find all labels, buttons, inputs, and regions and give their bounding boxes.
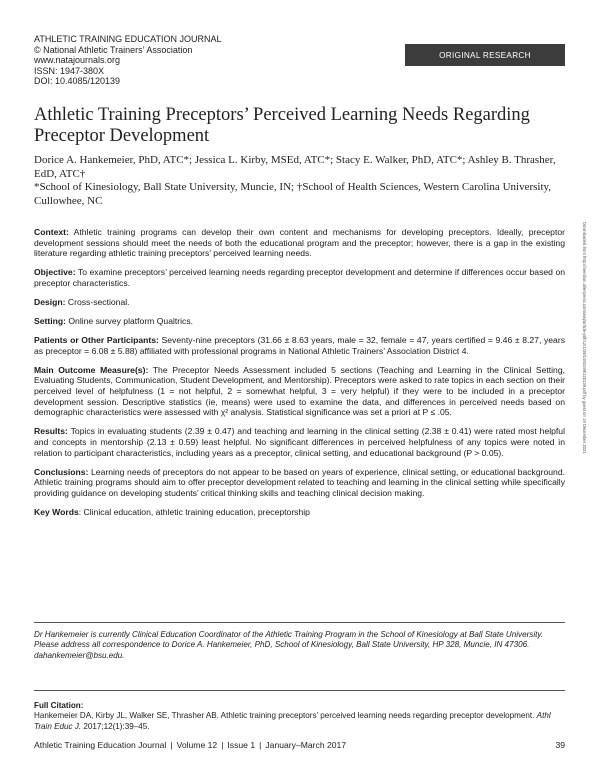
citation-text-post: 2017;12(1):39–45.: [81, 721, 150, 731]
footer-journal: Athletic Training Education Journal: [34, 740, 167, 750]
section-label: Setting:: [34, 316, 66, 327]
abstract-conclusions: [34, 467, 565, 499]
footer-issue: Issue 1: [227, 740, 256, 750]
article-type-badge: [405, 44, 565, 66]
section-text: : Clinical education, athletic training education, preceptorship: [78, 506, 310, 517]
divider: [34, 690, 565, 691]
section-label: Context:: [34, 227, 69, 237]
section-text: Learning needs of preceptors do not appear to be based on years of experience, clinical setting, or educational background. Athletic training programs should aim to offer preceptor development related to teaching and learning in the clinical setting while specifically providing guidance on developing students’ critical thinking skills and teaching clinical decision making.: [34, 466, 565, 498]
journal-url[interactable]: www.natajournals.org: [34, 55, 121, 65]
section-label: Objective:: [34, 267, 76, 278]
author-affiliations: *School of Kinesiology, Ball State University, Muncie, IN; †School of Health Sciences, Western Carolina University, Cullowhee, NC: [34, 181, 552, 207]
citation-text: [34, 711, 565, 732]
section-label: Results:: [34, 426, 68, 437]
journal-meta: [34, 34, 222, 87]
page-footer: [34, 740, 565, 750]
journal-issn: ISSN: 1947-380X: [34, 65, 105, 76]
abstract-participants: [34, 335, 565, 356]
section-text: Topics in evaluating students (2.39 ± 0.47) and teaching and learning in the clinical setting (2.38 ± 0.41) were rated most helpful and concepts in mentorship (2.13 ± 0.59) least helpful. No significant differences in perceived helpfulness of any topics were noted in relation to participant characteristics, including years as a preceptor, clinical setting, and educational background (P > 0.05).: [34, 426, 565, 458]
article-type-label: ORIGINAL RESEARCH: [439, 50, 531, 60]
abstract-objective: [34, 267, 565, 288]
abstract-context: [34, 227, 565, 259]
citation-label: Full Citation:: [34, 701, 84, 710]
author-footnote: Dr Hankemeier is currently Clinical Education Coordinator of the Athletic Training Program in the School of Kinesiology at Ball State University. Please address all correspondence to Dorice A. Hankemeier, PhD, School of Kinesiology, Ball State University, HP 328, Muncie, IN 47306. dahankemeier@bsu.edu.: [34, 630, 544, 660]
footer-volume: Volume 12: [176, 740, 218, 750]
article-title: Athletic Training Preceptors’ Perceived Learning Needs Regarding Preceptor Development: [34, 105, 530, 146]
author-block: [34, 154, 564, 208]
download-watermark: Downloaded from http://meridian.allenpress.com/atej/article-pdf/12/1/39/1492199/120139.pdf by guest on 19 December 2021: [582, 222, 587, 454]
citation-journal: Athl Train Educ J.: [34, 711, 551, 731]
abstract: [34, 227, 565, 526]
footer-left: Athletic Training Education Journal | Volume 12 | Issue 1 | January–March 2017: [34, 740, 347, 750]
divider: [34, 622, 565, 623]
section-label: Design:: [34, 296, 66, 307]
section-text: To examine preceptors’ perceived learning needs regarding preceptor development and determine if differences occur based on preceptor characteristics.: [34, 267, 565, 288]
section-label: Patients or Other Participants:: [34, 335, 159, 346]
section-text: Seventy-nine preceptors (31.66 ± 8.63 years, male = 32, female = 47, years certified = 9.46 ± 8.27, years as preceptor = 6.08 ± 5.88) affiliated with professional programs in National Athletic Trainers’ Association District 4.: [34, 335, 565, 356]
citation-text-pre: Hankemeier DA, Kirby JL, Walker SE, Thrasher AB. Athletic training preceptors’ perceived learning needs regarding preceptor development.: [34, 711, 537, 721]
author-names: Dorice A. Hankemeier, PhD, ATC*; Jessica L. Kirby, MSEd, ATC*; Stacy E. Walker, PhD, ATC*; Ashley B. Thrasher, EdD, ATC†: [34, 154, 556, 180]
section-text: Online survey platform Qualtrics.: [68, 316, 194, 327]
section-text: Athletic training programs can develop their own content and mechanisms for developing preceptors. Ideally, preceptor development sessions should meet the needs of both the educational program and the preceptor; however, there is a gap in the existing literature regarding athletic training preceptors’ perceived learning needs.: [34, 227, 565, 259]
abstract-keywords: [34, 507, 565, 518]
journal-doi[interactable]: DOI: 10.4085/120139: [34, 76, 121, 86]
abstract-outcome: [34, 365, 565, 418]
section-text: The Preceptor Needs Assessment included 5 sections (Teaching and Learning in the Clinical Setting, Evaluating Students, Communication, Student Development, and Mentorship). Preceptors were asked to rate topics in each section on their perceived level of helpfulness (1 = not helpful, 2 = somewhat helpful, 3 = very helpful) if they were to be included in a preceptor development session. Descriptive statistics (ie, means) were used to examine the data, and differences in perceived needs based on demographic characteristics were assessed with χ² analysis. Statistical significance was set a priori at P ≤ .05.: [34, 364, 565, 418]
abstract-design: [34, 297, 565, 308]
page-number: 39: [555, 740, 565, 750]
section-label: Conclusions:: [34, 466, 89, 477]
footer-date: January–March 2017: [265, 740, 347, 750]
section-text: Cross-sectional.: [67, 296, 130, 307]
section-label: Key Words: [34, 506, 79, 517]
journal-copyright: © National Athletic Trainers’ Association: [34, 44, 193, 55]
abstract-setting: [34, 316, 565, 327]
abstract-results: [34, 426, 565, 458]
section-label: Main Outcome Measure(s):: [34, 364, 149, 375]
full-citation: [34, 701, 565, 732]
journal-name: ATHLETIC TRAINING EDUCATION JOURNAL: [34, 34, 222, 44]
